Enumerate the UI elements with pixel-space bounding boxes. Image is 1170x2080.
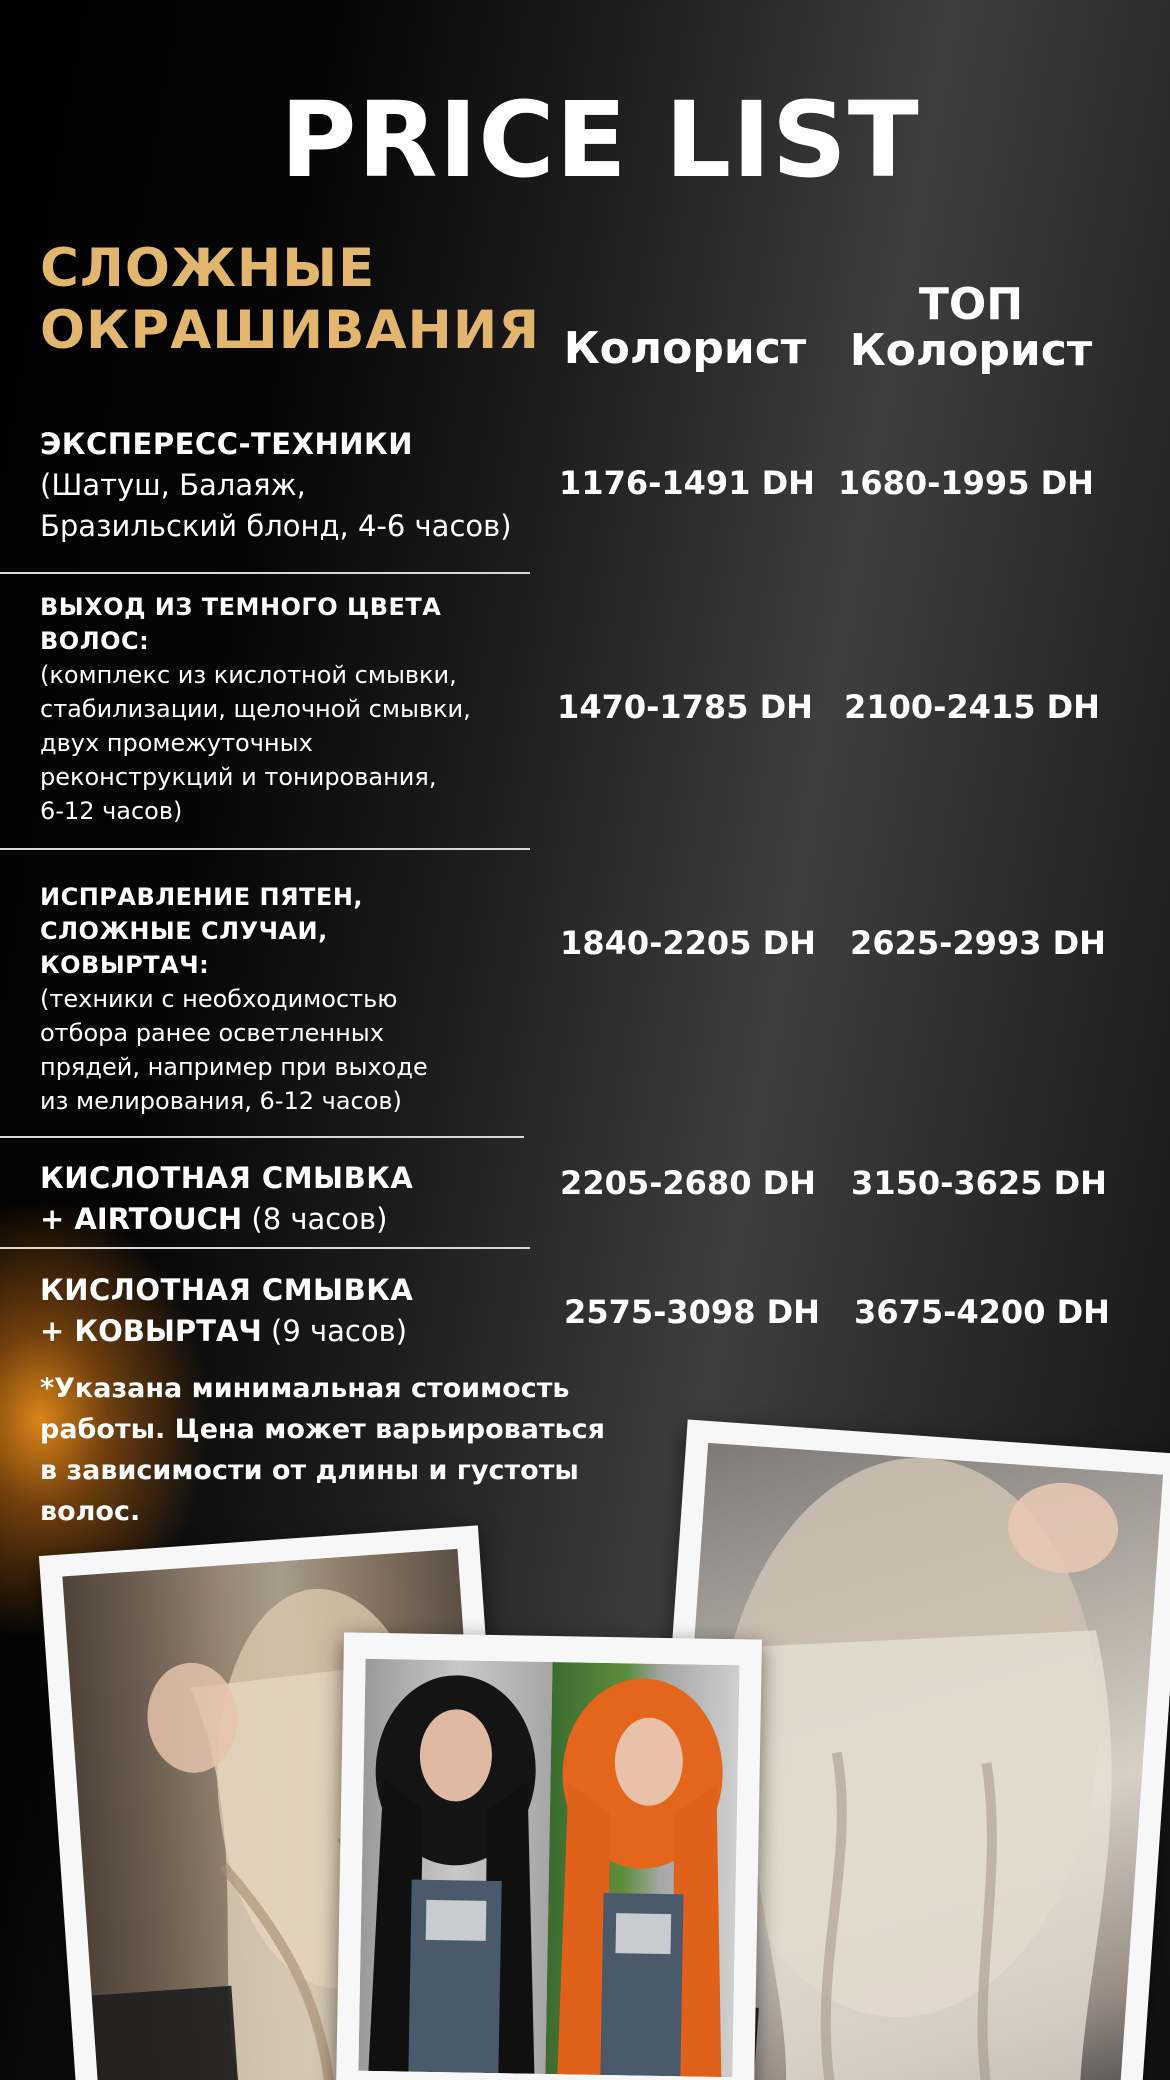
price-colorist: 1470-1785 DH xyxy=(557,688,813,726)
photo-before-dark-hair xyxy=(358,1659,552,2074)
row-divider xyxy=(0,848,530,850)
price-top-colorist: 3675-4200 DH xyxy=(854,1293,1110,1331)
service-row-dark-exit: ВЫХОД ИЗ ТЕМНОГО ЦВЕТА ВОЛОС: (комплекс из кислотной смывки, стабилизации, щелочной смывки, двух промежуточных реконструкций и тонирования, 6-12 часов) xyxy=(40,593,471,825)
section-title-line1: СЛОЖНЫЕ xyxy=(40,238,376,299)
price-top-colorist: 2625-2993 DH xyxy=(850,924,1106,962)
price-colorist: 1176-1491 DH xyxy=(559,464,815,502)
row-divider xyxy=(0,572,530,574)
price-top-colorist: 3150-3625 DH xyxy=(851,1164,1107,1202)
service-row-acid-airtouch: КИСЛОТНАЯ СМЫВКА + AIRTOUCH (8 часов) xyxy=(40,1161,414,1236)
price-colorist: 2575-3098 DH xyxy=(564,1293,820,1331)
service-row-spot-fix: ИСПРАВЛЕНИЕ ПЯТЕН, СЛОЖНЫЕ СЛУЧАИ, КОВЫРТАЧ: (техники с необходимостью отбора ранее осветленных прядей, например при выходе из мелирования, 6-12 часов) xyxy=(40,883,428,1115)
photo-after-copper-hair xyxy=(545,1662,739,2077)
column-header-top-colorist: ТОП Колорист xyxy=(849,279,1093,376)
price-colorist: 2205-2680 DH xyxy=(560,1164,816,1202)
service-row-express: ЭКСПЕРЕСС-ТЕХНИКИ (Шатуш, Балаяж, Бразильский блонд, 4-6 часов) xyxy=(40,427,512,543)
price-top-colorist: 2100-2415 DH xyxy=(844,688,1100,726)
service-row-acid-kovyrtach: КИСЛОТНАЯ СМЫВКА + КОВЫРТАЧ (9 часов) xyxy=(40,1273,414,1348)
page-title: PRICE LIST xyxy=(280,79,920,201)
price-disclaimer-note: *Указана минимальная стоимость работы. Цена может варьироваться в зависимости от длины и густоты волос. xyxy=(40,1373,606,1527)
section-title-line2: ОКРАШИВАНИЯ xyxy=(40,300,541,361)
row-divider xyxy=(0,1136,524,1138)
section-title xyxy=(40,238,540,362)
photo-dark-to-copper xyxy=(336,1632,762,2080)
column-header-colorist: Колорист xyxy=(563,323,807,374)
row-divider xyxy=(0,1247,530,1249)
price-colorist: 1840-2205 DH xyxy=(560,924,816,962)
price-top-colorist: 1680-1995 DH xyxy=(838,464,1094,502)
